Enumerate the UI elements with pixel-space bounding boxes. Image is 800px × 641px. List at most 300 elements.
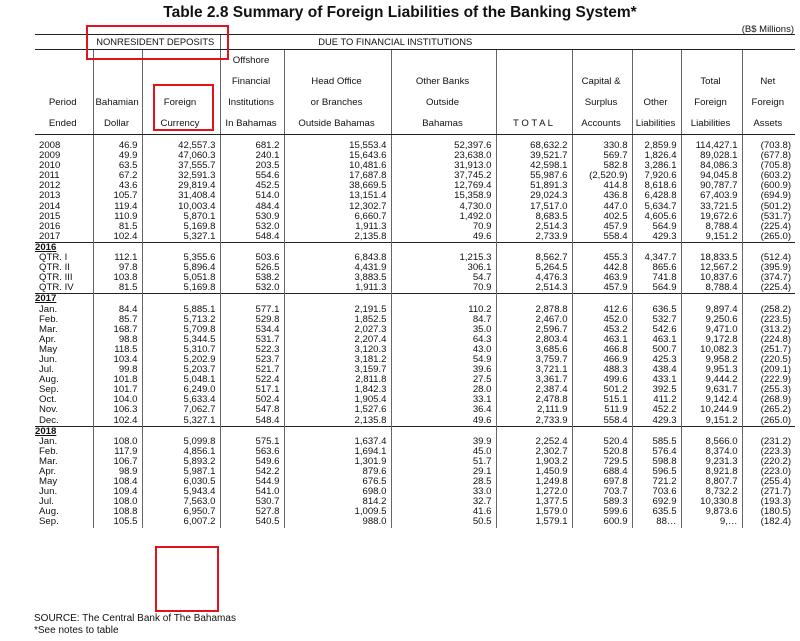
value-cell: 2,387.4 bbox=[496, 385, 572, 395]
value-cell: 84,086.3 bbox=[681, 161, 742, 171]
value-cell: 8,618.6 bbox=[632, 181, 681, 191]
value-cell: 532.0 bbox=[220, 283, 284, 294]
value-cell: 2,859.9 bbox=[632, 141, 681, 151]
value-cell: 1,377.5 bbox=[496, 497, 572, 507]
value-cell: 2,596.7 bbox=[496, 325, 572, 335]
value-cell: 49.6 bbox=[391, 416, 496, 427]
value-cell: (180.5) bbox=[742, 507, 795, 517]
value-cell: 582.8 bbox=[572, 161, 632, 171]
column-header-cell: Outside Bahamas bbox=[284, 113, 391, 135]
value-cell: 29,024.3 bbox=[496, 191, 572, 201]
value-cell: 9,897.4 bbox=[681, 305, 742, 315]
value-cell: 51.7 bbox=[391, 457, 496, 467]
value-cell: (222.9) bbox=[742, 375, 795, 385]
value-cell: 47,060.3 bbox=[142, 151, 220, 161]
period-cell: 2016 bbox=[39, 221, 61, 232]
value-cell: 676.5 bbox=[284, 477, 391, 487]
year-label: 2017 bbox=[35, 294, 93, 305]
value-cell: 17,517.0 bbox=[496, 202, 572, 212]
column-header-cell: Bahamian bbox=[93, 92, 142, 113]
value-cell: 452.0 bbox=[572, 315, 632, 325]
value-cell: 500.7 bbox=[632, 345, 681, 355]
value-cell: 558.4 bbox=[572, 232, 632, 243]
period-cell: QTR. I bbox=[39, 253, 68, 264]
value-cell: (182.4) bbox=[742, 517, 795, 527]
table-row bbox=[35, 253, 795, 263]
value-cell: 698.0 bbox=[284, 487, 391, 497]
period-cell: 2010 bbox=[39, 161, 61, 172]
value-cell: 598.8 bbox=[632, 457, 681, 467]
value-cell: 18,833.5 bbox=[681, 253, 742, 263]
column-header-cell bbox=[142, 71, 220, 92]
value-cell: 499.6 bbox=[572, 375, 632, 385]
table-row bbox=[35, 335, 795, 345]
value-cell: 43.0 bbox=[391, 345, 496, 355]
column-header-cell: In Bahamas bbox=[220, 113, 284, 135]
value-cell: 81.5 bbox=[93, 283, 142, 294]
value-cell: 2,135.8 bbox=[284, 416, 391, 427]
column-header-cell bbox=[142, 50, 220, 72]
value-cell: 89,028.1 bbox=[681, 151, 742, 161]
column-header-cell bbox=[35, 71, 93, 92]
value-cell: 4,730.0 bbox=[391, 202, 496, 212]
column-header-cell: Institutions bbox=[220, 92, 284, 113]
value-cell: 15,358.9 bbox=[391, 191, 496, 201]
value-cell: 569.7 bbox=[572, 151, 632, 161]
value-cell: 102.4 bbox=[93, 232, 142, 243]
value-cell: 32,591.3 bbox=[142, 171, 220, 181]
highlight-box-2018-values bbox=[155, 546, 219, 612]
value-cell: 90,787.7 bbox=[681, 181, 742, 191]
column-header-cell: Outside bbox=[391, 92, 496, 113]
value-cell: 2,302.7 bbox=[496, 447, 572, 457]
value-cell: 2,191.5 bbox=[284, 305, 391, 315]
value-cell: 36.4 bbox=[391, 405, 496, 415]
column-header-cell bbox=[35, 50, 93, 72]
value-cell: 5,987.1 bbox=[142, 467, 220, 477]
table-row bbox=[35, 151, 795, 161]
value-cell: 103.8 bbox=[93, 273, 142, 283]
column-header-cell: Foreign bbox=[742, 92, 795, 113]
column-header-cell: Ended bbox=[35, 113, 93, 135]
value-cell: 5,634.7 bbox=[632, 202, 681, 212]
value-cell: 64.3 bbox=[391, 335, 496, 345]
table-row bbox=[35, 395, 795, 405]
value-cell: 112.1 bbox=[93, 253, 142, 263]
value-cell: (268.9) bbox=[742, 395, 795, 405]
period-cell: QTR. IV bbox=[39, 283, 74, 294]
period-cell: May bbox=[39, 344, 58, 355]
value-cell: 1,903.2 bbox=[496, 457, 572, 467]
value-cell: (223.3) bbox=[742, 447, 795, 457]
value-cell: 98.9 bbox=[93, 467, 142, 477]
value-cell: 3,759.7 bbox=[496, 355, 572, 365]
column-header-cell: Head Office bbox=[284, 71, 391, 92]
value-cell: 729.5 bbox=[572, 457, 632, 467]
value-cell: 19,672.6 bbox=[681, 212, 742, 222]
value-cell: 84.4 bbox=[93, 305, 142, 315]
value-cell: 2,514.3 bbox=[496, 283, 572, 294]
value-cell: 8,788.4 bbox=[681, 283, 742, 294]
value-cell: 484.4 bbox=[220, 202, 284, 212]
value-cell: 548.4 bbox=[220, 416, 284, 427]
value-cell: 429.3 bbox=[632, 416, 681, 427]
value-cell: 463.1 bbox=[632, 335, 681, 345]
value-cell: 1,579.1 bbox=[496, 517, 572, 527]
value-cell: 600.9 bbox=[572, 517, 632, 527]
value-cell: 520.8 bbox=[572, 447, 632, 457]
value-cell: 488.3 bbox=[572, 365, 632, 375]
value-cell: (265.0) bbox=[742, 416, 795, 427]
value-cell: 37,555.7 bbox=[142, 161, 220, 171]
value-cell: 577.1 bbox=[220, 305, 284, 315]
value-cell: 530.7 bbox=[220, 497, 284, 507]
column-header-cell bbox=[742, 50, 795, 72]
value-cell: 1,905.4 bbox=[284, 395, 391, 405]
value-cell: 9,172.8 bbox=[681, 335, 742, 345]
table-row bbox=[35, 315, 795, 325]
period-cell: May bbox=[39, 477, 58, 488]
value-cell: 6,030.5 bbox=[142, 477, 220, 487]
value-cell: 63.5 bbox=[93, 161, 142, 171]
period-cell: Aug. bbox=[39, 507, 59, 518]
value-cell: 28.5 bbox=[391, 477, 496, 487]
value-cell: 49.9 bbox=[93, 151, 142, 161]
value-cell: (258.2) bbox=[742, 305, 795, 315]
value-cell: 414.8 bbox=[572, 181, 632, 191]
column-header-cell: Foreign bbox=[142, 92, 220, 113]
value-cell: 102.4 bbox=[93, 416, 142, 427]
value-cell: (193.3) bbox=[742, 497, 795, 507]
period-cell: Mar. bbox=[39, 456, 58, 467]
value-cell: (225.4) bbox=[742, 222, 795, 232]
value-cell: 101.8 bbox=[93, 375, 142, 385]
value-cell: 101.7 bbox=[93, 385, 142, 395]
footnotes bbox=[34, 613, 236, 637]
value-cell: 5,169.8 bbox=[142, 283, 220, 294]
value-cell: 1,852.5 bbox=[284, 315, 391, 325]
value-cell: 41.6 bbox=[391, 507, 496, 517]
value-cell: 741.8 bbox=[632, 273, 681, 283]
value-cell: 31,408.4 bbox=[142, 191, 220, 201]
period-cell: Mar. bbox=[39, 324, 58, 335]
column-header-cell bbox=[572, 50, 632, 72]
value-cell: 392.5 bbox=[632, 385, 681, 395]
value-cell: 29.1 bbox=[391, 467, 496, 477]
value-cell: 1,694.1 bbox=[284, 447, 391, 457]
value-cell: 1,826.4 bbox=[632, 151, 681, 161]
value-cell: (223.5) bbox=[742, 315, 795, 325]
value-cell: 692.9 bbox=[632, 497, 681, 507]
table-row bbox=[35, 497, 795, 507]
value-cell: 94,045.8 bbox=[681, 171, 742, 181]
value-cell: 2,252.4 bbox=[496, 437, 572, 447]
value-cell: 501.2 bbox=[572, 385, 632, 395]
value-cell: 527.8 bbox=[220, 507, 284, 517]
value-cell: 10,244.9 bbox=[681, 405, 742, 415]
value-cell: 9,873.6 bbox=[681, 507, 742, 517]
value-cell: 67,403.9 bbox=[681, 191, 742, 201]
value-cell: 39.6 bbox=[391, 365, 496, 375]
value-cell: 105.5 bbox=[93, 517, 142, 527]
value-cell: 2,207.4 bbox=[284, 335, 391, 345]
value-cell: 33.0 bbox=[391, 487, 496, 497]
value-cell: 39.9 bbox=[391, 437, 496, 447]
value-cell: 10,481.6 bbox=[284, 161, 391, 171]
value-cell: 522.3 bbox=[220, 345, 284, 355]
value-cell: 1,009.5 bbox=[284, 507, 391, 517]
value-cell: 118.5 bbox=[93, 345, 142, 355]
table-row bbox=[35, 447, 795, 457]
table-row bbox=[35, 141, 795, 151]
value-cell: 50.5 bbox=[391, 517, 496, 527]
value-cell: 6,843.8 bbox=[284, 253, 391, 263]
value-cell: 515.1 bbox=[572, 395, 632, 405]
value-cell: 330.8 bbox=[572, 141, 632, 151]
value-cell: (705.8) bbox=[742, 161, 795, 171]
period-cell: Jul. bbox=[39, 497, 54, 508]
value-cell: 9,151.2 bbox=[681, 232, 742, 243]
value-cell: 5,051.8 bbox=[142, 273, 220, 283]
value-cell: 5,893.2 bbox=[142, 457, 220, 467]
value-cell: (512.4) bbox=[742, 253, 795, 263]
value-cell: 447.0 bbox=[572, 202, 632, 212]
column-header-cell: Currency bbox=[142, 113, 220, 135]
value-cell: 42,598.1 bbox=[496, 161, 572, 171]
value-cell: 8,562.7 bbox=[496, 253, 572, 263]
value-cell: 43.6 bbox=[93, 181, 142, 191]
value-cell: 31,913.0 bbox=[391, 161, 496, 171]
period-cell: Apr. bbox=[39, 334, 57, 345]
value-cell: 2,478.8 bbox=[496, 395, 572, 405]
value-cell: 1,911.3 bbox=[284, 222, 391, 232]
value-cell: 5,099.8 bbox=[142, 437, 220, 447]
table-row bbox=[35, 345, 795, 355]
value-cell: 8,788.4 bbox=[681, 222, 742, 232]
value-cell: 636.5 bbox=[632, 305, 681, 315]
value-cell: 1,215.3 bbox=[391, 253, 496, 263]
value-cell: 49.6 bbox=[391, 232, 496, 243]
value-cell: 9,151.2 bbox=[681, 416, 742, 427]
value-cell: (255.3) bbox=[742, 385, 795, 395]
value-cell: 17,687.8 bbox=[284, 171, 391, 181]
value-cell: 97.8 bbox=[93, 263, 142, 273]
value-cell: 10,837.6 bbox=[681, 273, 742, 283]
value-cell: 35.0 bbox=[391, 325, 496, 335]
value-cell: 523.7 bbox=[220, 355, 284, 365]
value-cell: 9,231.3 bbox=[681, 457, 742, 467]
table-row bbox=[35, 467, 795, 477]
value-cell: 517.1 bbox=[220, 385, 284, 395]
value-cell: 6,249.0 bbox=[142, 385, 220, 395]
value-cell: 697.8 bbox=[572, 477, 632, 487]
value-cell: 529.8 bbox=[220, 315, 284, 325]
foreign-liabilities-table bbox=[35, 34, 795, 528]
value-cell: 1,842.3 bbox=[284, 385, 391, 395]
value-cell: 27.5 bbox=[391, 375, 496, 385]
column-header-cell: Net bbox=[742, 71, 795, 92]
period-cell: Feb. bbox=[39, 314, 59, 325]
year-label: 2018 bbox=[35, 426, 93, 437]
value-cell: 6,007.2 bbox=[142, 517, 220, 527]
table-row bbox=[35, 507, 795, 517]
value-cell: 575.1 bbox=[220, 437, 284, 447]
value-cell: 521.7 bbox=[220, 365, 284, 375]
table-row bbox=[35, 405, 795, 415]
table-row bbox=[35, 305, 795, 315]
value-cell: 1,301.9 bbox=[284, 457, 391, 467]
value-cell: 5,203.7 bbox=[142, 365, 220, 375]
table-row bbox=[35, 437, 795, 447]
table-row bbox=[35, 365, 795, 375]
value-cell: (703.8) bbox=[742, 141, 795, 151]
value-cell: 433.1 bbox=[632, 375, 681, 385]
value-cell: 3,181.2 bbox=[284, 355, 391, 365]
value-cell: 5,355.6 bbox=[142, 253, 220, 263]
period-cell: QTR. II bbox=[39, 263, 70, 274]
value-cell: 5,344.5 bbox=[142, 335, 220, 345]
value-cell: (209.1) bbox=[742, 365, 795, 375]
value-cell: 4,431.9 bbox=[284, 263, 391, 273]
value-cell: 2,514.3 bbox=[496, 222, 572, 232]
value-cell: 8,807.7 bbox=[681, 477, 742, 487]
value-cell: 503.6 bbox=[220, 253, 284, 263]
value-cell: 502.4 bbox=[220, 395, 284, 405]
value-cell: 576.4 bbox=[632, 447, 681, 457]
value-cell: 2,733.9 bbox=[496, 416, 572, 427]
table-row bbox=[35, 232, 795, 243]
value-cell: 98.8 bbox=[93, 335, 142, 345]
value-cell: 306.1 bbox=[391, 263, 496, 273]
value-cell: 558.4 bbox=[572, 416, 632, 427]
value-cell: 2,733.9 bbox=[496, 232, 572, 243]
column-header-cell bbox=[496, 92, 572, 113]
value-cell: 3,361.7 bbox=[496, 375, 572, 385]
value-cell: 37,745.2 bbox=[391, 171, 496, 181]
value-cell: 55,987.6 bbox=[496, 171, 572, 181]
value-cell: 12,567.2 bbox=[681, 263, 742, 273]
table-row bbox=[35, 181, 795, 191]
value-cell: 544.9 bbox=[220, 477, 284, 487]
value-cell: 88… bbox=[632, 517, 681, 527]
table-row bbox=[35, 202, 795, 212]
value-cell: 108.0 bbox=[93, 437, 142, 447]
table-row bbox=[35, 191, 795, 201]
value-cell: 455.3 bbox=[572, 253, 632, 263]
column-header-cell bbox=[93, 50, 142, 72]
value-cell: (374.7) bbox=[742, 273, 795, 283]
column-header-cell: Liabilities bbox=[632, 113, 681, 135]
value-cell: 532.7 bbox=[632, 315, 681, 325]
value-cell: 5,048.1 bbox=[142, 375, 220, 385]
value-cell: (313.2) bbox=[742, 325, 795, 335]
value-cell: 703.7 bbox=[572, 487, 632, 497]
value-cell: 5,943.4 bbox=[142, 487, 220, 497]
table-row bbox=[35, 416, 795, 427]
period-cell: 2013 bbox=[39, 191, 61, 202]
period-cell: Jul. bbox=[39, 365, 54, 376]
value-cell: 547.8 bbox=[220, 405, 284, 415]
value-cell: 466.8 bbox=[572, 345, 632, 355]
value-cell: 9,444.2 bbox=[681, 375, 742, 385]
value-cell: 453.2 bbox=[572, 325, 632, 335]
period-cell: 2009 bbox=[39, 151, 61, 162]
value-cell: 8,683.5 bbox=[496, 212, 572, 222]
value-cell: 514.0 bbox=[220, 191, 284, 201]
value-cell: 5,169.8 bbox=[142, 222, 220, 232]
column-header-cell: T O T A L bbox=[496, 113, 572, 135]
value-cell: 554.6 bbox=[220, 171, 284, 181]
value-cell: 425.3 bbox=[632, 355, 681, 365]
period-cell: Oct. bbox=[39, 395, 57, 406]
column-header-row bbox=[35, 50, 795, 72]
period-cell: QTR. III bbox=[39, 273, 73, 284]
value-cell: 2,111.9 bbox=[496, 405, 572, 415]
value-cell: 526.5 bbox=[220, 263, 284, 273]
value-cell: 1,249.8 bbox=[496, 477, 572, 487]
value-cell: 599.6 bbox=[572, 507, 632, 517]
value-cell: 5,885.1 bbox=[142, 305, 220, 315]
value-cell: 9,250.6 bbox=[681, 315, 742, 325]
value-cell: 7,920.6 bbox=[632, 171, 681, 181]
value-cell: 589.3 bbox=[572, 497, 632, 507]
column-header-cell: Other bbox=[632, 92, 681, 113]
value-cell: 119.4 bbox=[93, 202, 142, 212]
value-cell: 4,856.1 bbox=[142, 447, 220, 457]
value-cell: 681.2 bbox=[220, 141, 284, 151]
value-cell: 105.7 bbox=[93, 191, 142, 201]
value-cell: 4,347.7 bbox=[632, 253, 681, 263]
period-cell: Dec. bbox=[39, 415, 59, 426]
value-cell: 3,286.1 bbox=[632, 161, 681, 171]
value-cell: (255.4) bbox=[742, 477, 795, 487]
value-cell: 9,951.3 bbox=[681, 365, 742, 375]
value-cell: 463.1 bbox=[572, 335, 632, 345]
value-cell: 635.5 bbox=[632, 507, 681, 517]
value-cell: 103.4 bbox=[93, 355, 142, 365]
value-cell: 3,721.1 bbox=[496, 365, 572, 375]
value-cell: 466.9 bbox=[572, 355, 632, 365]
value-cell: 106.7 bbox=[93, 457, 142, 467]
value-cell: 688.4 bbox=[572, 467, 632, 477]
value-cell: 110.2 bbox=[391, 305, 496, 315]
value-cell: 412.6 bbox=[572, 305, 632, 315]
value-cell: 84.7 bbox=[391, 315, 496, 325]
column-header-cell: Period bbox=[48, 97, 77, 108]
column-header-cell bbox=[93, 71, 142, 92]
column-header-cell: Capital & bbox=[572, 71, 632, 92]
table-header bbox=[35, 35, 795, 135]
value-cell: 5,633.4 bbox=[142, 395, 220, 405]
value-cell: 721.2 bbox=[632, 477, 681, 487]
value-cell: (603.2) bbox=[742, 171, 795, 181]
column-header-cell: Bahamas bbox=[391, 113, 496, 135]
value-cell: 45.0 bbox=[391, 447, 496, 457]
value-cell: 9,142.4 bbox=[681, 395, 742, 405]
value-cell: 1,911.3 bbox=[284, 283, 391, 294]
column-header-cell bbox=[496, 50, 572, 72]
value-cell: 10,330.8 bbox=[681, 497, 742, 507]
value-cell: 814.2 bbox=[284, 497, 391, 507]
value-cell: 463.9 bbox=[572, 273, 632, 283]
value-cell: 10,082.3 bbox=[681, 345, 742, 355]
value-cell: 67.2 bbox=[93, 171, 142, 181]
value-cell: 452.2 bbox=[632, 405, 681, 415]
value-cell: 548.4 bbox=[220, 232, 284, 243]
value-cell: 541.0 bbox=[220, 487, 284, 497]
value-cell: 68,632.2 bbox=[496, 141, 572, 151]
value-cell: 1,492.0 bbox=[391, 212, 496, 222]
